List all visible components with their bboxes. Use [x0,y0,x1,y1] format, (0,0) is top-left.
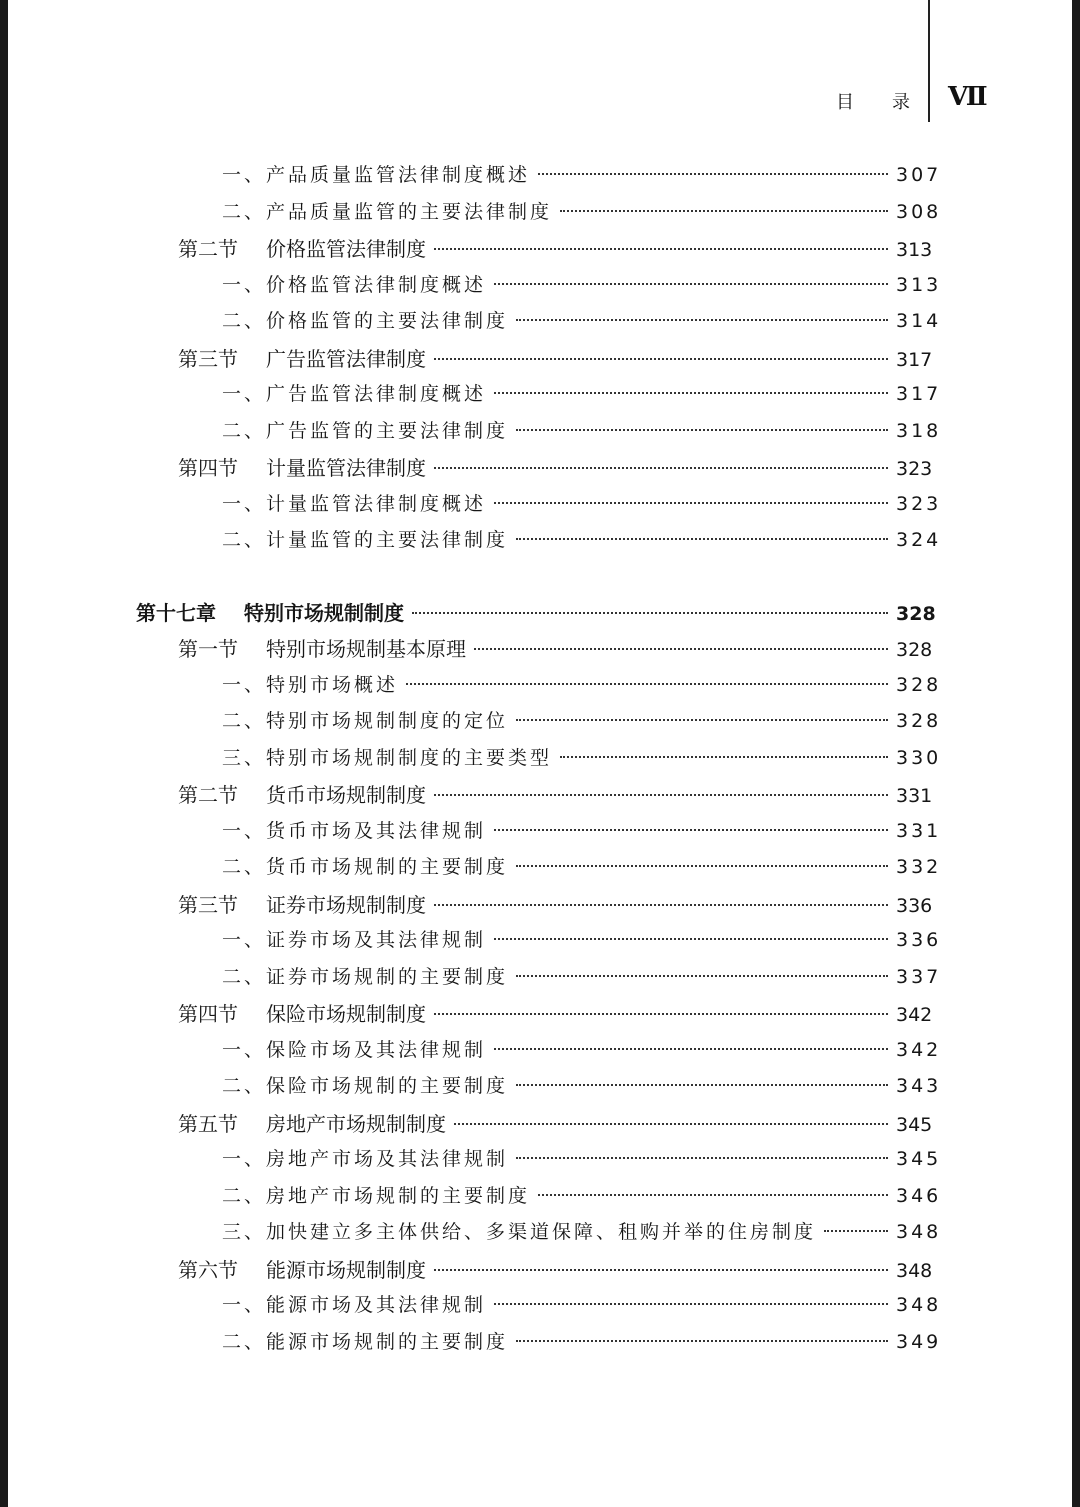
toc-dot-leader [516,319,888,321]
toc-dot-leader [434,794,888,796]
toc-item-entry [222,270,942,297]
toc-entry-page: 348 [896,1294,942,1316]
toc-entry-page: 328 [896,710,942,732]
toc-dot-leader [434,358,888,360]
toc-entry-number: 一、 [222,273,267,296]
toc-entry-title: 特别市场规制基本原理 [266,637,466,661]
toc-dot-leader [434,1013,888,1015]
toc-dot-leader [516,975,888,977]
toc-entry-number: 第五节 [178,1111,238,1136]
toc-entry-number: 二、 [222,1330,267,1353]
toc-entry-page: 336 [896,894,933,917]
toc-entry-title: 证券市场规制的主要制度 [266,965,509,988]
toc-entry-title: 保险市场及其法律规制 [266,1038,487,1061]
toc-entry-page: 323 [896,458,933,480]
header-label-mu: 目 [836,92,854,113]
toc-entry-title: 货币市场规制制度 [266,783,426,807]
page-header [8,0,1072,130]
toc-entry-number: 第三节 [178,892,238,917]
toc-item-entry [222,743,942,770]
toc-entry-title: 特别市场规制制度的定位 [266,710,509,732]
toc-entry-title: 产品质量监管法律制度概述 [266,164,531,186]
toc-entry-title: 房地产市场规制的主要制度 [266,1184,531,1207]
toc-entry-number: 一、 [222,673,267,696]
toc-item-entry [222,816,942,843]
toc-entry-number: 一、 [222,164,267,186]
toc-section-entry [178,452,933,481]
toc-dot-leader [494,283,888,285]
toc-entry-page: 332 [896,856,942,878]
toc-entry-number: 二、 [222,1075,267,1097]
toc-dot-leader [516,719,888,721]
toc-entry-title: 广告监管法律制度概述 [266,383,487,405]
toc-dot-leader [538,1194,888,1196]
toc-section-entry [178,233,933,262]
toc-dot-leader [494,938,888,940]
toc-entry-page: 317 [896,348,933,371]
toc-entry-title: 计量监管的主要法律制度 [266,529,509,551]
toc-entry-number: 一、 [222,819,267,842]
toc-entry-page: 317 [896,383,942,405]
toc-dot-leader [494,392,888,394]
toc-item-entry [222,197,942,224]
toc-entry-page: 308 [896,200,942,223]
toc-entry-page: 314 [896,310,942,332]
toc-entry-title: 证券市场规制制度 [266,892,426,917]
toc-entry-number: 一、 [222,1038,267,1061]
toc-dot-leader [494,1048,888,1050]
toc-section-entry [178,343,933,372]
toc-dot-leader [516,1157,888,1159]
toc-dot-leader [454,1123,888,1125]
toc-entry-number: 一、 [222,492,267,515]
toc-item-entry [222,852,942,879]
toc-entry-number: 二、 [222,856,267,878]
toc-dot-leader [824,1230,888,1232]
toc-entry-title: 房地产市场规制制度 [266,1111,446,1136]
toc-entry-page: 349 [896,1330,942,1353]
toc-entry-title: 计量监管法律制度概述 [266,492,487,515]
toc-dot-leader [516,1084,888,1086]
toc-dot-leader [412,612,888,614]
toc-dot-leader [406,683,888,685]
toc-entry-title: 保险市场规制的主要制度 [266,1075,509,1097]
toc-section-entry [178,1254,933,1283]
toc-entry-number: 第三节 [178,346,238,371]
toc-section-entry [178,1108,933,1137]
toc-entry-page: 343 [896,1075,942,1097]
toc-entry-title: 产品质量监管的主要法律制度 [266,200,553,223]
toc-dot-leader [494,502,888,504]
toc-entry-page: 331 [896,819,942,842]
toc-entry-page: 345 [896,1148,942,1170]
toc-item-entry [222,160,942,187]
toc-item-entry [222,416,942,443]
toc-entry-title: 货币市场及其法律规制 [266,819,487,842]
toc-item-entry [222,379,942,406]
toc-entry-number: 第二节 [178,783,238,807]
toc-entry-page: 324 [896,529,942,551]
toc-entry-page: 330 [896,746,942,769]
toc-entry-page: 336 [896,929,942,951]
toc-entry-page: 313 [896,273,942,296]
toc-entry-page: 323 [896,492,942,515]
toc-entry-number: 二、 [222,200,267,223]
toc-entry-title: 货币市场规制的主要制度 [266,856,509,878]
toc-dot-leader [494,829,888,831]
toc-entry-number: 二、 [222,529,267,551]
toc-dot-leader [560,756,888,758]
toc-entry-title: 证券市场及其法律规制 [266,929,487,951]
toc-entry-number: 第一节 [178,637,238,661]
toc-entry-title: 计量监管法律制度 [266,456,426,480]
toc-entry-number: 第十七章 [136,600,216,625]
toc-entry-number: 一、 [222,383,267,405]
toc-entry-title: 能源市场规制制度 [266,1257,426,1282]
toc-dot-leader [494,1303,888,1305]
toc-entry-number: 二、 [222,965,267,988]
toc-entry-title: 能源市场及其法律规制 [266,1294,487,1316]
toc-entry-page: 342 [896,1004,933,1026]
toc-entry-number: 二、 [222,710,267,732]
header-page-number: Ⅶ [948,82,986,112]
toc-dot-leader [516,429,888,431]
toc-dot-leader [516,538,888,540]
toc-dot-leader [434,1269,888,1271]
header-divider [928,0,930,122]
toc-entry-page: 331 [896,785,933,807]
toc-entry-page: 328 [896,639,933,661]
toc-item-entry [222,306,942,333]
toc-entry-page: 348 [896,1221,942,1243]
toc-entry-title: 能源市场规制的主要制度 [266,1330,509,1353]
toc-entry-number: 第四节 [178,456,238,480]
toc-entry-number: 第六节 [178,1257,238,1282]
toc-entry-number: 一、 [222,1148,267,1170]
header-label-lu: 录 [892,92,910,113]
toc-entry-page: 342 [896,1038,942,1061]
toc-entry-page: 337 [896,965,942,988]
toc-entry-page: 348 [896,1259,933,1282]
toc-entry-title: 加快建立多主体供给、多渠道保障、租购并举的住房制度 [266,1221,817,1243]
toc-item-entry [222,1290,942,1317]
toc-entry-number: 第四节 [178,1002,238,1026]
toc-entry-number: 一、 [222,1294,267,1316]
toc-chapter-entry [136,597,936,626]
toc-entry-title: 房地产市场及其法律规制 [266,1148,509,1170]
toc-entry-number: 第二节 [178,237,238,261]
toc-dot-leader [434,904,888,906]
toc-entry-page: 328 [896,673,942,696]
toc-entry-number: 一、 [222,929,267,951]
toc-entry-page: 345 [896,1113,933,1136]
toc-item-entry [222,525,942,552]
toc-entry-title: 价格监管的主要法律制度 [266,310,509,332]
toc-entry-title: 特别市场规制制度的主要类型 [266,746,553,769]
toc-dot-leader [516,1340,888,1342]
toc-dot-leader [434,467,888,469]
toc-entry-title: 价格监管法律制度 [266,237,426,261]
toc-item-entry [222,706,942,733]
toc-entry-page: 318 [896,419,942,442]
toc-section-entry [178,779,933,808]
toc-entry-number: 三、 [222,746,267,769]
toc-entry-page: 313 [896,239,933,261]
toc-dot-leader [474,648,888,650]
toc-entry-title: 广告监管法律制度 [266,346,426,371]
toc-entry-number: 三、 [222,1221,267,1243]
toc-item-entry [222,1071,942,1098]
toc-section-entry [178,998,933,1027]
toc-entry-title: 特别市场规制制度 [244,600,404,625]
toc-section-entry [178,889,933,918]
toc-entry-title: 广告监管的主要法律制度 [266,419,509,442]
toc-entry-page: 307 [896,164,942,186]
toc-item-entry [222,1144,942,1171]
toc-entry-title: 保险市场规制制度 [266,1002,426,1026]
toc-item-entry [222,1181,942,1208]
toc-entry-title: 特别市场概述 [266,673,399,696]
toc-item-entry [222,962,942,989]
toc-item-entry [222,1035,942,1062]
toc-dot-leader [560,210,888,212]
toc-dot-leader [434,248,888,250]
toc-entry-page: 346 [896,1184,942,1207]
toc-dot-leader [516,865,888,867]
toc-entry-page: 328 [896,602,936,625]
toc-item-entry [222,1327,942,1354]
toc-entry-number: 二、 [222,419,267,442]
toc-entry-number: 二、 [222,1184,267,1207]
toc-item-entry [222,1217,942,1244]
book-page [8,0,1072,1507]
toc-entry-title: 价格监管法律制度概述 [266,273,487,296]
toc-section-entry [178,633,933,662]
toc-dot-leader [538,173,888,175]
toc-entry-number: 二、 [222,310,267,332]
toc-item-entry [222,925,942,952]
toc-item-entry [222,670,942,697]
toc-item-entry [222,489,942,516]
